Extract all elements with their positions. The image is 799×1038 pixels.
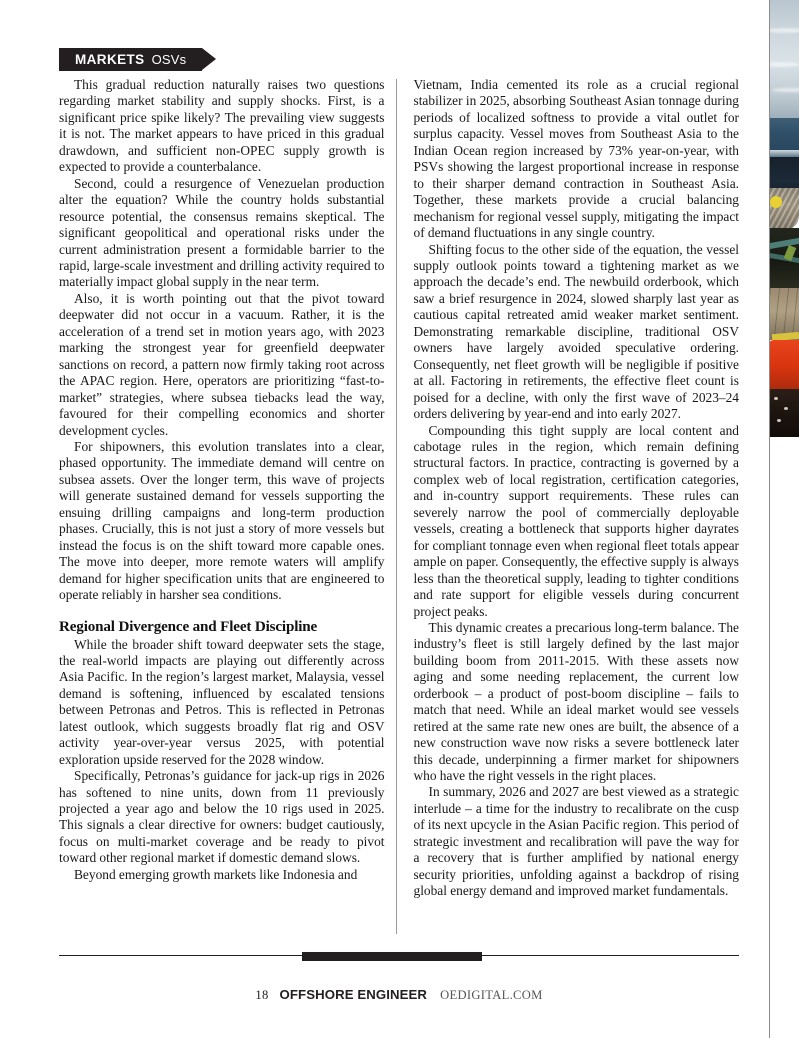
paragraph: Also, it is worth pointing out that the pivot toward deepwater did not occur in a vacuum. Rather, it is the acceleration of a trend set in motion years ago, with 2023 marking the strongest year for greenfield deepwater sanctions on record, a pattern now firmly taking root across the APAC region. Here, operators are prioritizing “fast-to-market” strategies, where subsea tiebacks lead the way, favoured for their compelling economics and shorter development cycles.	[59, 290, 385, 438]
highlight-speck	[774, 397, 778, 400]
left-column	[59, 77, 398, 939]
section-label: MARKETS	[75, 52, 145, 67]
paragraph: In summary, 2026 and 2027 are best viewed as a strategic interlude – a time for the industry to recalibrate on the cusp of its next upcycle in the Asian Pacific region. This period of strategic investment and recalibration will pave the way for a recovery that is further amplified by national energy security priorities, unfolding against a backdrop of rising global energy demand and improved market fundamentals.	[413, 784, 739, 899]
website-url[interactable]: OEDIGITAL.COM	[440, 988, 543, 1002]
paragraph: Specifically, Petronas’s guidance for jack-up rigs in 2026 has softened to nine units, down from 11 previously projected a year ago and below the 10 rigs used in 2025. This signals a clear directive for owners: budget cautiously, focus on multi-market coverage and be ready to pivot toward other regional market if domestic demand slows.	[59, 768, 385, 866]
page-number: 18	[255, 988, 269, 1002]
section-subheading: Regional Divergence and Fleet Discipline	[59, 618, 318, 635]
paragraph: Shifting focus to the other side of the equation, the vessel supply outlook points toward a tightening market as we approach the decade’s end. The newbuild orderbook, which saw a brief resurgence in 2024, slowed sharply last year as cautious capital retreated amid weaker market sentiment. Demonstrating remarkable discipline, traditional OSV owners have largely avoided speculative ordering. Consequently, net fleet growth will be negligible if positive at all. Factoring in retirements, the effective fleet count is poised for a decline, with only the first wave of 2023–24 orders delivering by year-end and into early 2027.	[413, 241, 739, 422]
yellow-fitting	[770, 196, 782, 208]
footer-text-line	[59, 986, 739, 1004]
topic-label: OSVs	[151, 52, 187, 67]
article-columns	[59, 77, 739, 939]
paragraph: While the broader shift toward deepwater sets the stage, the real-world impacts are playing out differently across Asia Pacific. In the region’s largest market, Malaysia, vessel demand is softening, influenced by escalated tensions between Petronas and Petros. This is reflected in Petronas latest outlook, which suggests broadly flat rig and OSV activity year-over-year versus 2025, with potential exploration upside reserved for the 2028 window.	[59, 636, 385, 767]
section-tab-body	[59, 48, 202, 71]
page-content	[59, 0, 739, 1038]
orange-lifejacket	[770, 340, 799, 392]
section-tab-header	[59, 48, 202, 71]
sky-region	[770, 0, 799, 118]
footer-rule-thick	[302, 952, 482, 961]
sea-foam	[770, 150, 799, 157]
paragraph: Compounding this tight supply are local content and cabotage rules in the region, which remain defining structural factors. In practice, contracting is governed by a complex web of local registration, certification categories, and in-country support requirements. These rules can severely narrow the pool of commercially deployable vessels, creating a bottleneck that supports higher dayrates for compliant tonnage even when regional fleet totals appear ample on paper. Consequently, the effective supply is always less than the theoretical supply, leading to tighter conditions and rate support for eligible vessels during concurrent project peaks.	[413, 422, 739, 619]
paragraph: This gradual reduction naturally raises two questions regarding market stability and supply shocks. First, is a significant price spike likely? The prevailing view suggests it is not. The market appears to have priced in this gradual drawdown, and sufficient non-OPEC supply growth is expected to provide a counterbalance.	[59, 77, 385, 175]
paragraph: This dynamic creates a precarious long-term balance. The industry’s fleet is still largely defined by the last major building boom from 2011-2015. With these assets now aging and some needing replacement, the current low orderbook – a product of post-boom discipline – fails to match that need. While an ideal market would see vessels retired at the same rate new ones are built, the absence of a new construction wave now risks a severe bottleneck later this decade, underpinning a firmer market for shipowners who have the right vessels in the right places.	[413, 619, 739, 784]
highlight-speck	[777, 419, 781, 422]
right-column	[398, 77, 740, 939]
publication-name: OFFSHORE ENGINEER	[279, 987, 428, 1002]
cloud-wisp-icon	[770, 28, 799, 33]
page-footer	[59, 952, 739, 1004]
page-edge-rule	[769, 0, 770, 1038]
highlight-speck	[784, 407, 788, 410]
paragraph: Beyond emerging growth markets like Indonesia and	[74, 866, 358, 882]
paragraph: Second, could a resurgence of Venezuelan production alter the equation? While the country holds substantial resource potential, the consensus remains skeptical. The significant geopolitical and operational risks under the current administration present a formidable barrier to the rapid, large-scale investment and drilling activity required to materially impact global supply in the near term.	[59, 175, 385, 290]
paragraph: Vietnam, India cemented its role as a crucial regional stabilizer in 2025, absorbing Southeast Asian tonnage during periods of localized softness to provide a vital outlet for surplus capacity. Vessel moves from Southeast Asia to the Indian Ocean region increased by 73% year-on-year, with PSVs showing the largest proportional increase in response to their sharper demand contraction in Southeast Asia. Together, these markets provide a crucial balancing mechanism for regional vessel supply, mitigating the impact of demand fluctuations in any single country.	[413, 77, 739, 241]
dark-foreground	[770, 389, 799, 437]
offshore-vessel-photo-strip	[770, 0, 799, 437]
footer-rule	[59, 952, 739, 960]
column-divider-rule	[396, 79, 397, 934]
paragraph: For shipowners, this evolution translates into a clear, phased opportunity. The immediate demand will centre on subsea assets. Over the longer term, this wave of projects will generate sustained demand for vessels supporting the ensuing drilling campaigns and long-term production phases. Crucially, this is not just a story of more vessels but instead the focus is on the shift toward more capable ones. The move into deeper, more remote waters will amplify demand for higher specification units that are engineered to operate reliably in harsher sea conditions.	[59, 438, 385, 603]
coiled-rope	[770, 188, 799, 230]
